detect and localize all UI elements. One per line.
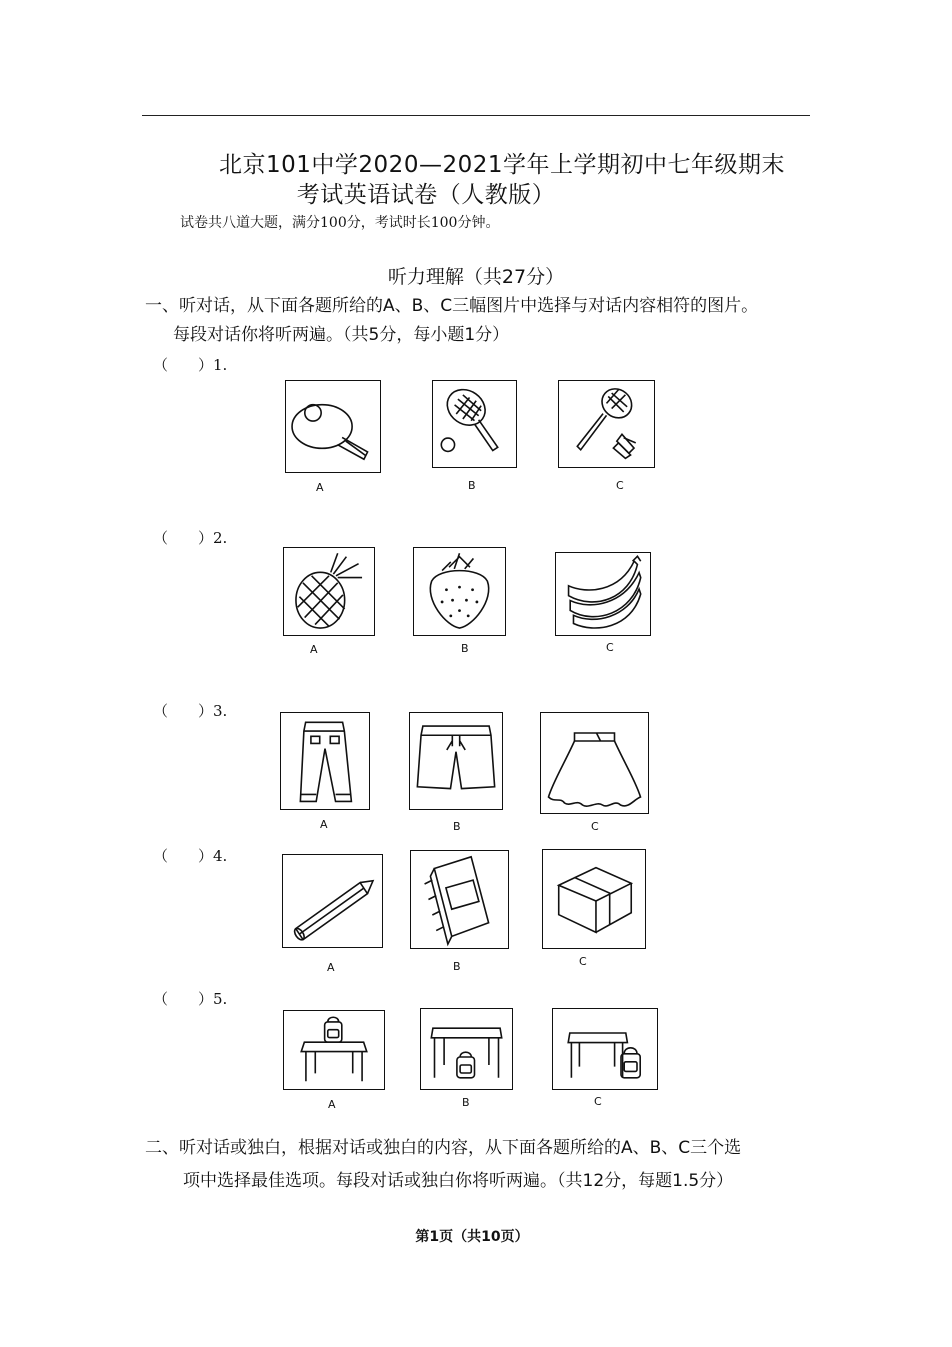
part1-instruction-line1: 一、听对话，从下面各题所给的A、B、C三幅图片中选择与对话内容相符的图片。 — [145, 296, 759, 316]
q4-option-b-letter: B — [453, 960, 461, 973]
q1-option-c-letter: C — [616, 479, 624, 492]
skirt-icon — [540, 712, 649, 814]
q5-option-a-letter: A — [328, 1098, 336, 1111]
exam-title-line1: 北京101中学2020—2021学年上学期初中七年级期末 — [219, 152, 785, 178]
page-footer: 第1页（共10页） — [415, 1229, 529, 1245]
banana-icon — [555, 552, 651, 636]
q4-option-c-letter: C — [579, 955, 587, 968]
q1-option-b-letter: B — [468, 479, 476, 492]
header-rule — [142, 115, 810, 116]
q1-option-a-letter: A — [316, 481, 324, 494]
q3-option-b-letter: B — [453, 820, 461, 833]
badminton-racket-icon — [558, 380, 655, 468]
section-title: 听力理解（共27分） — [387, 266, 565, 288]
jeans-icon — [280, 712, 370, 810]
part2-instruction-line1: 二、听对话或独白，根据对话或独白的内容，从下面各题所给的A、B、C三个选 — [145, 1138, 742, 1158]
question-4-label: （ ）4. — [153, 847, 228, 865]
bag-under-desk-icon — [420, 1008, 513, 1090]
q2-option-b-letter: B — [461, 642, 469, 655]
bag-beside-desk-icon — [552, 1008, 658, 1090]
q5-option-c-letter: C — [594, 1095, 602, 1108]
tennis-racket-icon — [432, 380, 517, 468]
question-1-label: （ ）1. — [153, 356, 228, 374]
strawberry-icon — [413, 547, 506, 636]
exam-title-line2: 考试英语试卷（人教版） — [296, 182, 556, 208]
exam-note: 试卷共八道大题，满分100分，考试时长100分钟。 — [180, 215, 500, 231]
book-icon — [410, 850, 509, 949]
pencil-icon — [282, 854, 383, 948]
q4-option-a-letter: A — [327, 961, 335, 974]
q5-option-b-letter: B — [462, 1096, 470, 1109]
pineapple-icon — [283, 547, 375, 636]
shorts-icon — [409, 712, 503, 810]
q3-option-a-letter: A — [320, 818, 328, 831]
q2-option-c-letter: C — [606, 641, 614, 654]
q2-option-a-letter: A — [310, 643, 318, 656]
question-3-label: （ ）3. — [153, 702, 228, 720]
eraser-icon — [542, 849, 646, 949]
question-5-label: （ ）5. — [153, 990, 228, 1008]
part2-instruction-line2: 项中选择最佳选项。每段对话或独白你将听两遍。（共12分，每题1.5分） — [183, 1171, 734, 1191]
question-2-label: （ ）2. — [153, 529, 228, 547]
ping-pong-paddle-icon — [285, 380, 381, 473]
bag-on-desk-icon — [283, 1010, 385, 1090]
part1-instruction-line2: 每段对话你将听两遍。（共5分，每小题1分） — [173, 325, 510, 345]
q3-option-c-letter: C — [591, 820, 599, 833]
